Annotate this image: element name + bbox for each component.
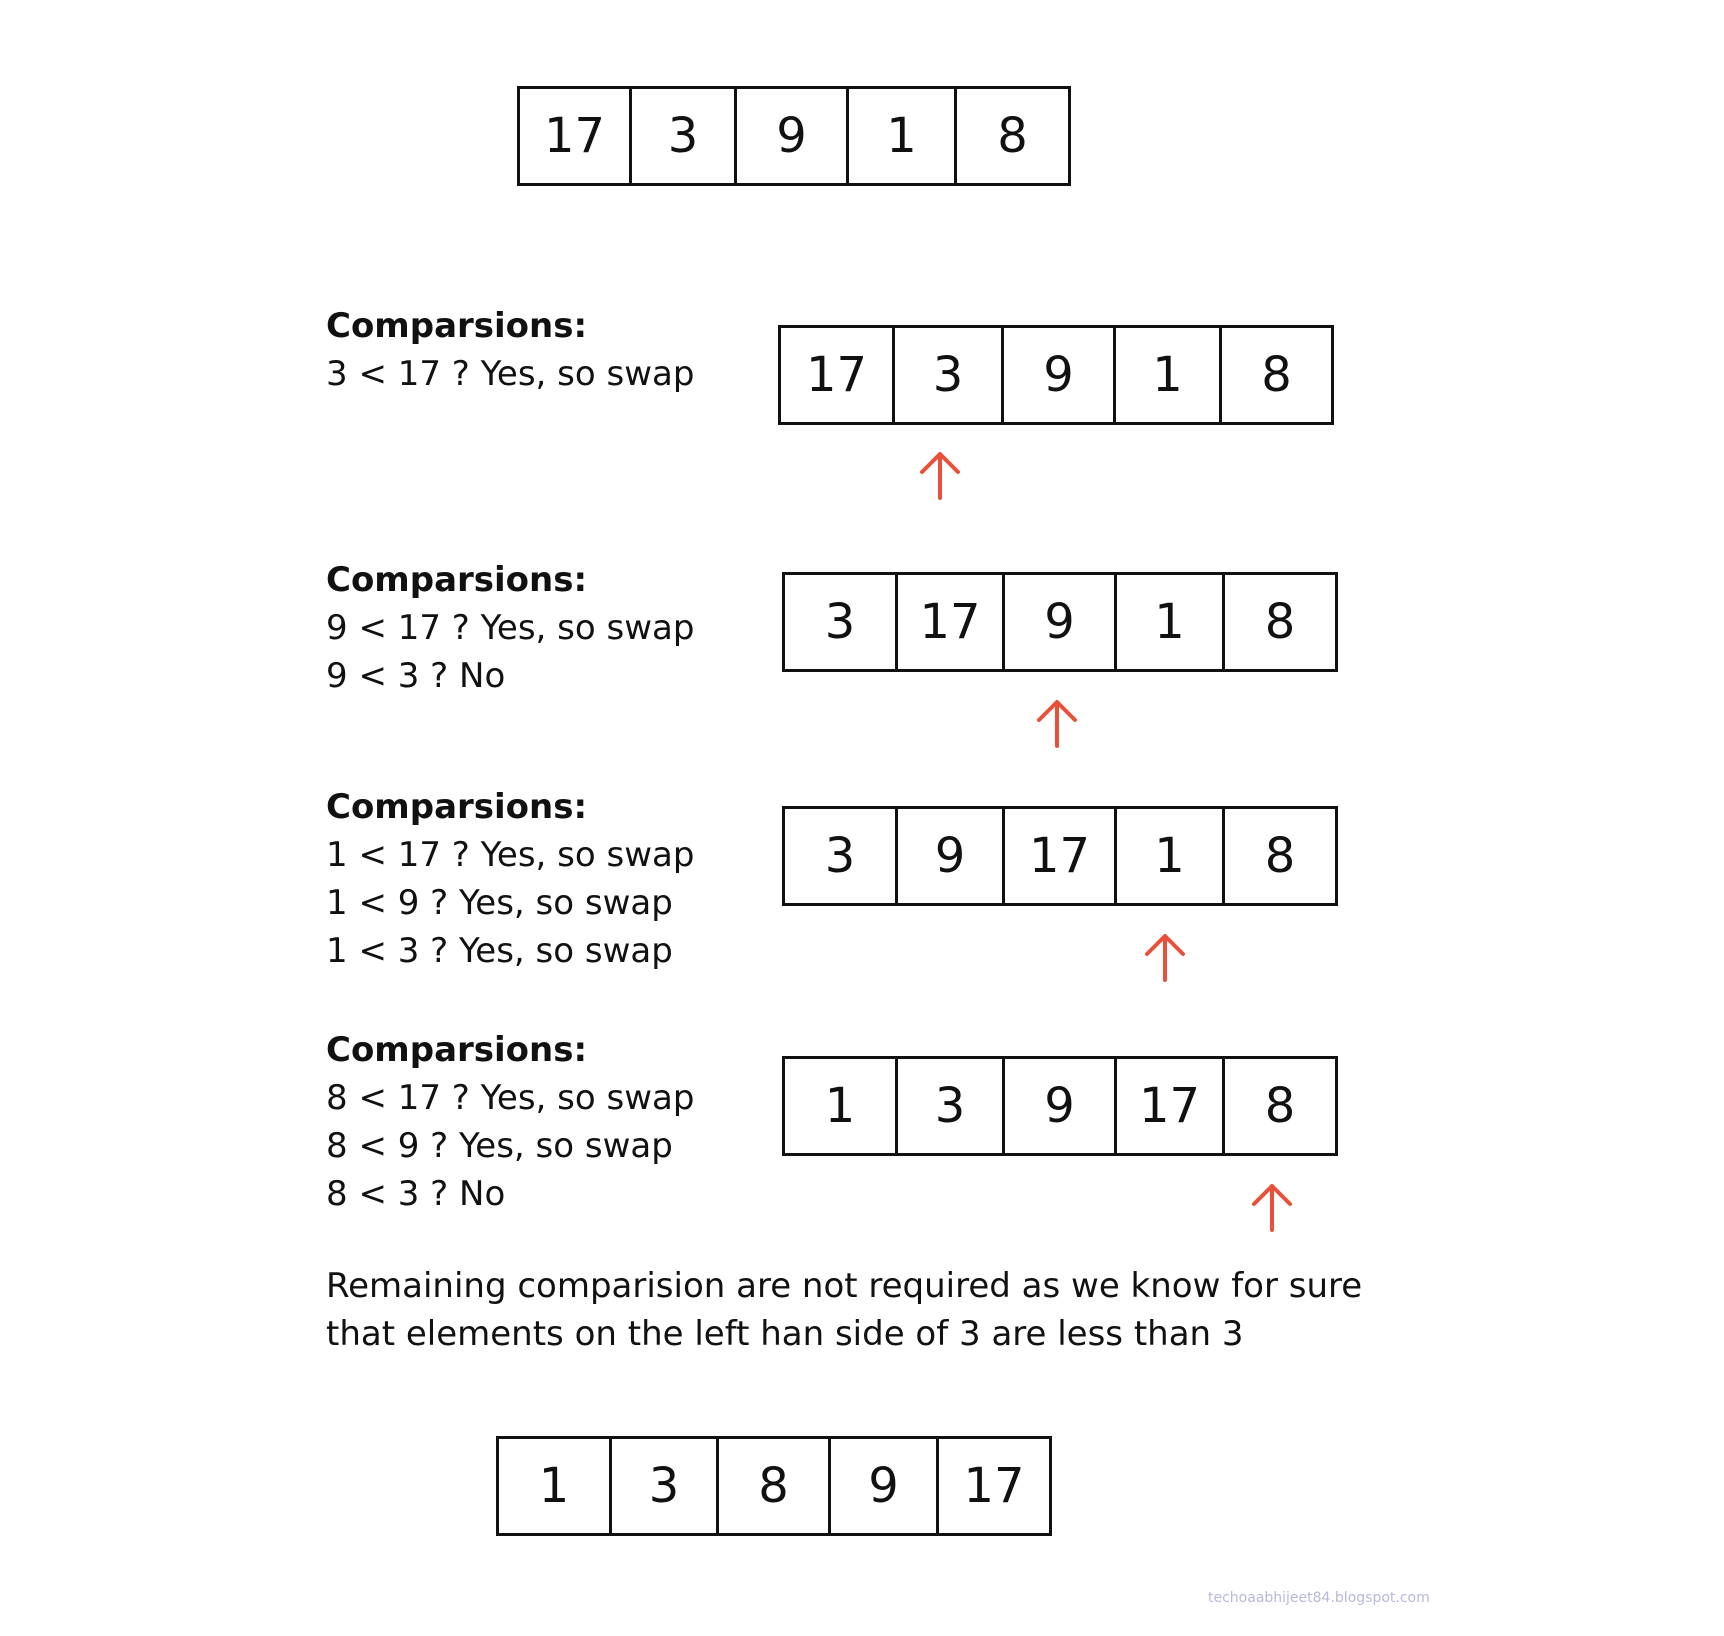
array-cell: 9: [1005, 1059, 1117, 1153]
array-cell: 8: [1261, 347, 1292, 403]
comparison-line: 1 < 9 ? Yes, so swap: [326, 883, 673, 923]
array-cell: 9: [1005, 575, 1117, 669]
array-cell: 17: [898, 575, 1005, 669]
array-cell: 3: [895, 328, 1004, 422]
pointer-arrow-icon: [1143, 932, 1187, 982]
array-cell: 3: [785, 575, 898, 669]
comparison-line: 9 < 17 ? Yes, so swap: [326, 608, 695, 648]
array-cell: 1: [785, 1059, 898, 1153]
array-cell: 1: [849, 89, 957, 183]
note-line: Remaining comparision are not required as we know for sure: [326, 1266, 1363, 1306]
explanation-note: [326, 1262, 1426, 1358]
step-3-array: [782, 806, 1338, 906]
step-2-text: [326, 556, 694, 700]
array-cell: 8: [997, 108, 1028, 164]
array-cell: 1: [1116, 328, 1222, 422]
array-cell: 17: [1005, 809, 1117, 903]
array-cell: 1: [1117, 575, 1225, 669]
array-cell: 17: [520, 89, 632, 183]
array-cell: 1: [499, 1439, 612, 1533]
comparison-line: 1 < 3 ? Yes, so swap: [326, 931, 673, 971]
array-cell: 8: [1264, 828, 1296, 884]
array-cell: 8: [1264, 1078, 1296, 1134]
array-cell: 3: [898, 1059, 1005, 1153]
pointer-arrow-icon: [1250, 1182, 1294, 1232]
step-heading: Comparsions:: [326, 787, 588, 827]
step-heading: Comparsions:: [326, 306, 588, 346]
array-cell: 8: [719, 1439, 831, 1533]
array-cell: 3: [785, 809, 898, 903]
step-2-array: [782, 572, 1338, 672]
step-3-text: [326, 783, 694, 975]
comparison-line: 9 < 3 ? No: [326, 656, 506, 696]
step-4-text: [326, 1026, 694, 1218]
comparison-line: 8 < 17 ? Yes, so swap: [326, 1078, 695, 1118]
array-cell: 1: [1117, 809, 1225, 903]
step-1-text: [326, 302, 694, 398]
array-cell: 9: [737, 89, 849, 183]
watermark: techoaabhijeet84.blogspot.com: [1208, 1590, 1430, 1606]
array-cell: 9: [831, 1439, 939, 1533]
array-cell: 8: [1264, 594, 1296, 650]
array-cell: 17: [781, 328, 895, 422]
pointer-arrow-icon: [918, 450, 962, 500]
comparison-line: 1 < 17 ? Yes, so swap: [326, 835, 695, 875]
step-heading: Comparsions:: [326, 1030, 588, 1070]
array-cell: 9: [1004, 328, 1116, 422]
step-4-array: [782, 1056, 1338, 1156]
step-heading: Comparsions:: [326, 560, 588, 600]
array-cell: 17: [963, 1458, 1025, 1514]
comparison-line: 3 < 17 ? Yes, so swap: [326, 354, 695, 394]
array-cell: 3: [612, 1439, 719, 1533]
final-array: [496, 1436, 1052, 1536]
initial-array: [517, 86, 1071, 186]
array-cell: 3: [632, 89, 737, 183]
array-cell: 17: [1117, 1059, 1225, 1153]
comparison-line: 8 < 3 ? No: [326, 1174, 506, 1214]
comparison-line: 8 < 9 ? Yes, so swap: [326, 1126, 673, 1166]
pointer-arrow-icon: [1035, 698, 1079, 748]
note-line: that elements on the left han side of 3 are less than 3: [326, 1314, 1244, 1354]
step-1-array: [778, 325, 1334, 425]
array-cell: 9: [898, 809, 1005, 903]
